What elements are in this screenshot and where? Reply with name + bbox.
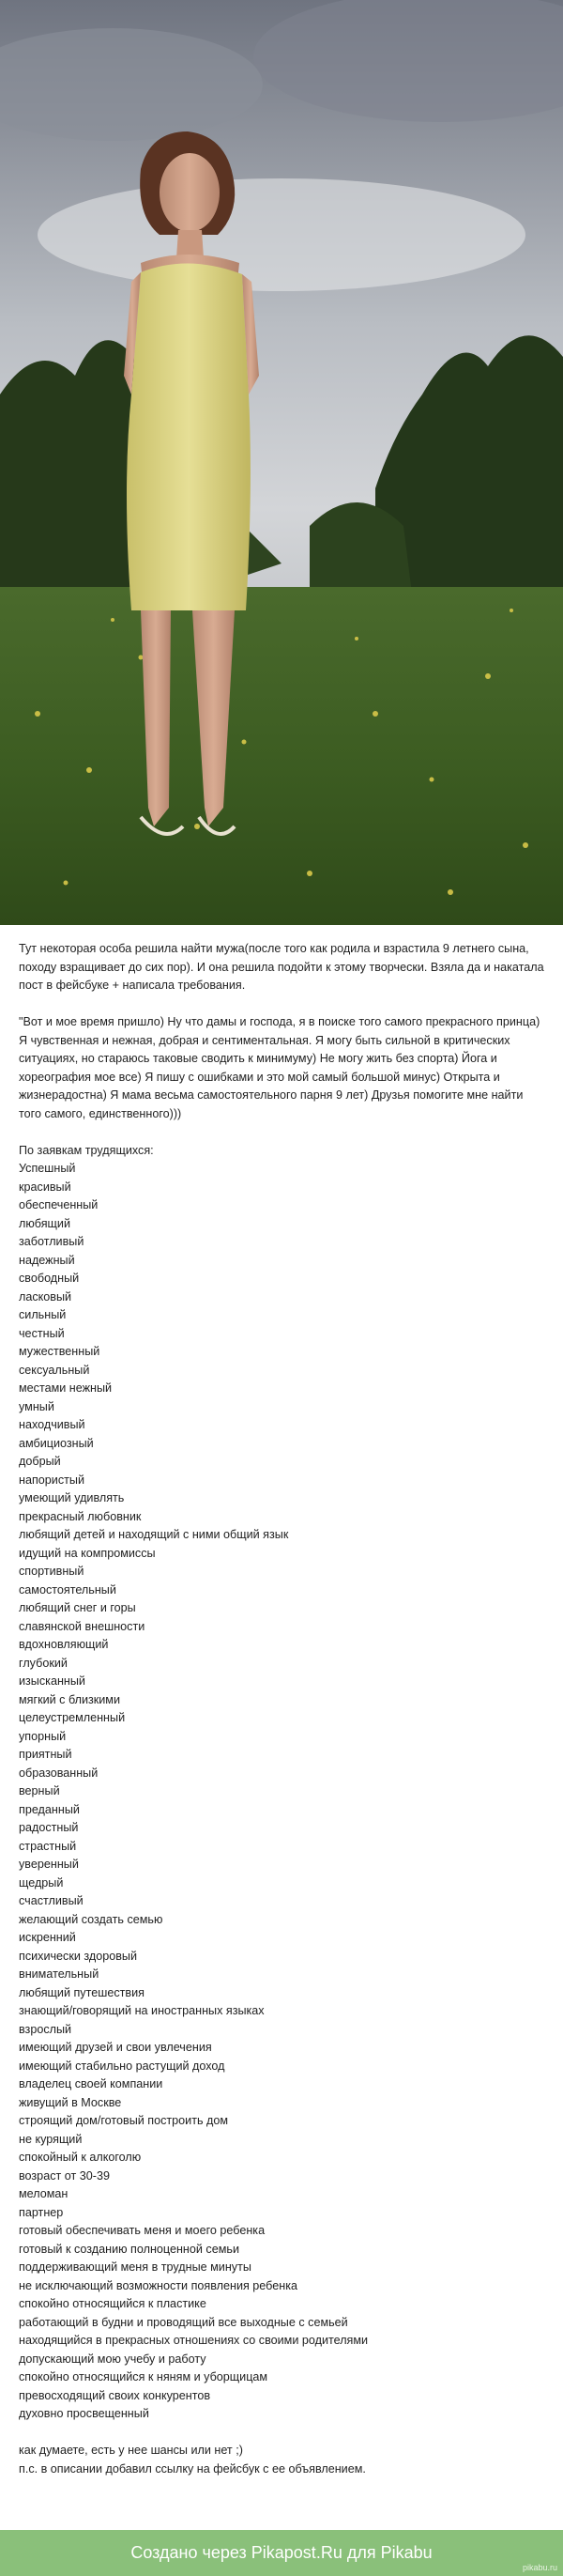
trait-item: красивый: [19, 1180, 71, 1194]
trait-item: желающий создать семью: [19, 1912, 163, 1926]
trait-item: находящийся в прекрасных отношениях со своими родителями: [19, 2334, 369, 2347]
trait-item: преданный: [19, 1802, 80, 1816]
trait-item: умеющий удивлять: [19, 1491, 125, 1504]
trait-item: заботливый: [19, 1235, 84, 1248]
trait-item: идущий на компромиссы: [19, 1546, 156, 1560]
trait-item: спокойно относящийся к няням и уборщицам: [19, 2370, 268, 2383]
trait-item: вдохновляющий: [19, 1638, 109, 1651]
trait-item: любящий: [19, 1216, 70, 1230]
trait-item: надежный: [19, 1253, 75, 1267]
trait-item: самостоятельный: [19, 1582, 116, 1597]
trait-item: спокойный к алкоголю: [19, 2151, 142, 2164]
trait-item: спокойно относящийся к пластике: [19, 2297, 206, 2310]
trait-item: честный: [19, 1326, 65, 1340]
trait-item: поддерживающий меня в трудные минуты: [19, 2260, 251, 2274]
trait-item: уверенный: [19, 1858, 79, 1871]
trait-item: готовый к созданию полноценной семьи: [19, 2242, 239, 2256]
trait-item: умный: [19, 1399, 54, 1413]
trait-item: спортивный: [19, 1565, 84, 1578]
trait-item: глубокий: [19, 1656, 68, 1670]
post-outro-question: как думаете, есть у нее шансы или нет ;): [19, 2444, 243, 2457]
post-outro-ps: п.с. в описании добавил ссылку на фейсбук с ее объявлением.: [19, 2461, 366, 2476]
trait-item: прекрасный любовник: [19, 1509, 142, 1523]
trait-item: славянской внешности: [19, 1619, 145, 1633]
trait-item: любящий путешествия: [19, 1985, 145, 1999]
trait-item: изысканный: [19, 1674, 85, 1688]
trait-item: возраст от 30-39: [19, 2168, 110, 2183]
traits-list: [19, 1160, 544, 2424]
trait-item: любящий снег и горы: [19, 1601, 136, 1614]
footer-label[interactable]: Создано через Pikapost.Ru для Pikabu: [130, 2543, 433, 2562]
post-photo: [0, 0, 563, 925]
trait-item: Успешный: [19, 1162, 76, 1175]
trait-item: не курящий: [19, 2132, 83, 2146]
trait-item: духовно просвещенный: [19, 2407, 149, 2420]
trait-item: страстный: [19, 1839, 77, 1853]
photo-woman-in-field: [0, 0, 563, 925]
traits-list-title: По заявкам трудящихся:: [19, 1143, 154, 1157]
pikapost-footer-banner[interactable]: [0, 2530, 563, 2576]
trait-item: любящий детей и находящий с ними общий язык: [19, 1528, 289, 1541]
trait-item: готовый обеспечивать меня и моего ребенка: [19, 2224, 266, 2237]
trait-item: местами нежный: [19, 1381, 113, 1395]
trait-item: внимательный: [19, 1967, 99, 1981]
trait-item: сексуальный: [19, 1363, 90, 1377]
trait-item: находчивый: [19, 1418, 85, 1431]
trait-item: взрослый: [19, 2022, 72, 2036]
trait-item: верный: [19, 1784, 60, 1797]
trait-item: имеющий стабильно растущий доход: [19, 2059, 225, 2073]
trait-item: мужественный: [19, 1345, 100, 1358]
trait-item: ласковый: [19, 1289, 72, 1303]
post-intro: Тут некоторая особа решила найти мужа(после того как родила и взрастила 9 летнего сына, походу взращивает до сих пор). И она решила подойти к этому творчески. Взяла да и накатала пост в фейсбуке + написала требования.: [19, 942, 544, 992]
trait-item: превосходящий своих конкурентов: [19, 2388, 211, 2402]
trait-item: сильный: [19, 1308, 67, 1321]
pikabu-watermark: pikabu.ru: [522, 2563, 557, 2572]
trait-item: не исключающий возможности появления ребенка: [19, 2278, 297, 2292]
trait-item: счастливый: [19, 1894, 84, 1907]
trait-item: мягкий с близкими: [19, 1692, 120, 1706]
trait-item: искренний: [19, 1931, 76, 1944]
trait-item: напористый: [19, 1473, 84, 1487]
post-body: [19, 940, 544, 2478]
trait-item: приятный: [19, 1748, 72, 1761]
trait-item: допускающий мою учебу и работу: [19, 2352, 206, 2366]
trait-item: амбициозный: [19, 1436, 94, 1450]
trait-item: целеустремленный: [19, 1711, 126, 1724]
trait-item: добрый: [19, 1455, 61, 1468]
trait-item: живущий в Москве: [19, 2095, 122, 2109]
trait-item: щедрый: [19, 1875, 64, 1890]
post-quote: "Вот и мое время пришло) Ну что дамы и господа, я в поиске того самого прекрасного принца) Я чувственная и нежная, добрая и сентиментальная. Я могу быть сильной в критических ситуациях, но стараюсь таковые сводить к минимуму) Не могу жить без спорта) Йога и хореография мое все) Я пишу с ошибками и это мой самый большой минус) Открыта и жизнерадостна) Я мама весьма самостоятельного парня 9 лет) Друзья помогите мне найти того самого, единственного))): [19, 1015, 540, 1120]
trait-item: работающий в будни и проводящий все выходные с семьей: [19, 2315, 348, 2329]
trait-item: владелец своей компании: [19, 2077, 163, 2090]
trait-item: строящий дом/готовый построить дом: [19, 2114, 229, 2127]
trait-item: партнер: [19, 2205, 64, 2219]
trait-item: образованный: [19, 1766, 99, 1780]
trait-item: обеспеченный: [19, 1198, 99, 1211]
trait-item: имеющий друзей и свои увлечения: [19, 2041, 212, 2054]
trait-item: свободный: [19, 1272, 80, 1285]
trait-item: радостный: [19, 1821, 79, 1834]
trait-item: упорный: [19, 1729, 67, 1743]
trait-item: знающий/говорящий на иностранных языках: [19, 2004, 265, 2017]
trait-item: меломан: [19, 2187, 68, 2200]
trait-item: психически здоровый: [19, 1949, 138, 1963]
